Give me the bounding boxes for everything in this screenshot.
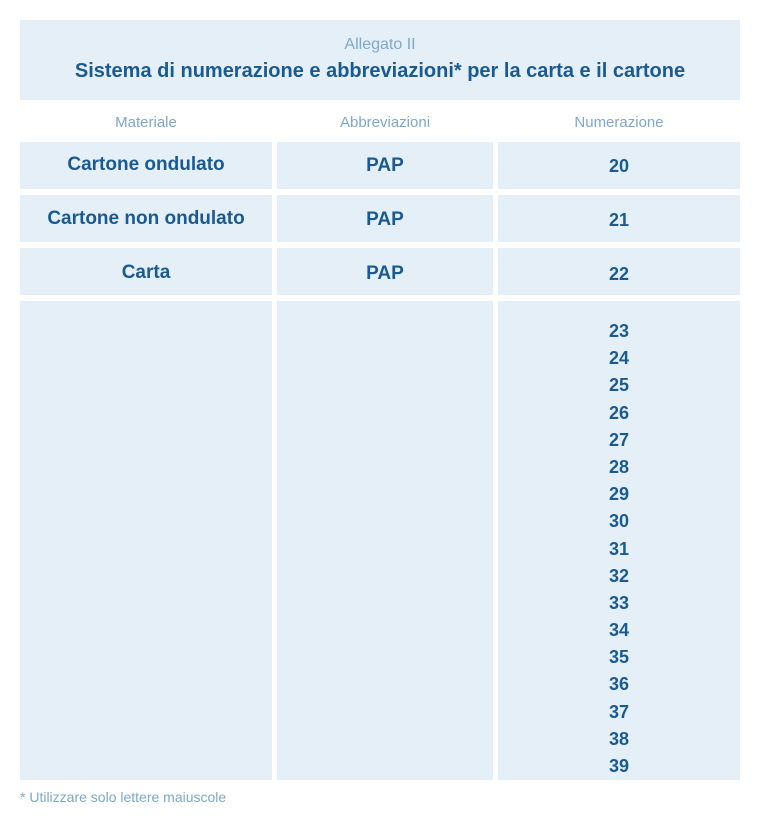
abbreviation-label: PAP xyxy=(366,263,404,284)
table-cell-material xyxy=(20,248,272,295)
table-cell-material xyxy=(20,195,272,242)
number-list-item: 35 xyxy=(608,647,630,668)
number-list-item: 34 xyxy=(608,620,630,641)
table-cell-material xyxy=(20,142,272,189)
number-list-item: 24 xyxy=(608,348,630,369)
table-cell-abbreviation xyxy=(277,248,493,295)
number-label: 20 xyxy=(608,156,630,176)
table-cell-number xyxy=(498,142,740,189)
number-label: 22 xyxy=(608,264,630,284)
material-label: Cartone non ondulato xyxy=(47,208,245,229)
number-list-item: 30 xyxy=(608,511,630,532)
table-cell-number xyxy=(498,195,740,242)
header-box xyxy=(20,20,740,100)
page-title: Sistema di numerazione e abbreviazioni* per la carta e il cartone xyxy=(74,60,686,82)
table-cell-number xyxy=(498,248,740,295)
table-cell-material-empty xyxy=(20,301,272,780)
number-list-item: 29 xyxy=(608,484,630,505)
column-header-abbreviation: Abbreviazioni xyxy=(339,114,431,131)
column-header-number: Numerazione xyxy=(574,114,664,131)
number-list-item: 37 xyxy=(608,701,630,722)
table-cell-abbreviation xyxy=(277,142,493,189)
material-label: Carta xyxy=(121,262,171,283)
number-list-item: 28 xyxy=(608,456,630,477)
abbreviation-label: PAP xyxy=(366,155,404,176)
annex-label: Allegato II xyxy=(344,36,416,53)
footnote: * Utilizzare solo lettere maiuscole xyxy=(20,789,227,805)
table-cell-number-list xyxy=(498,301,740,780)
number-list-item: 36 xyxy=(608,674,630,695)
table-cell-abbreviation-empty xyxy=(277,301,493,780)
column-header-material: Materiale xyxy=(115,114,177,131)
number-label: 21 xyxy=(608,210,630,230)
table-cell-abbreviation xyxy=(277,195,493,242)
number-list-item: 33 xyxy=(608,592,630,613)
number-list-item: 38 xyxy=(608,728,630,749)
number-list-item: 26 xyxy=(608,402,630,423)
number-list xyxy=(498,318,740,780)
material-label: Cartone ondulato xyxy=(67,154,225,175)
number-list-item: 23 xyxy=(608,321,630,341)
number-list-item: 27 xyxy=(608,429,630,450)
number-list-item: 32 xyxy=(608,565,630,586)
number-list-item: 39 xyxy=(608,756,630,776)
number-list-item: 25 xyxy=(608,375,630,396)
abbreviation-label: PAP xyxy=(366,209,404,230)
number-list-item: 31 xyxy=(608,538,630,559)
